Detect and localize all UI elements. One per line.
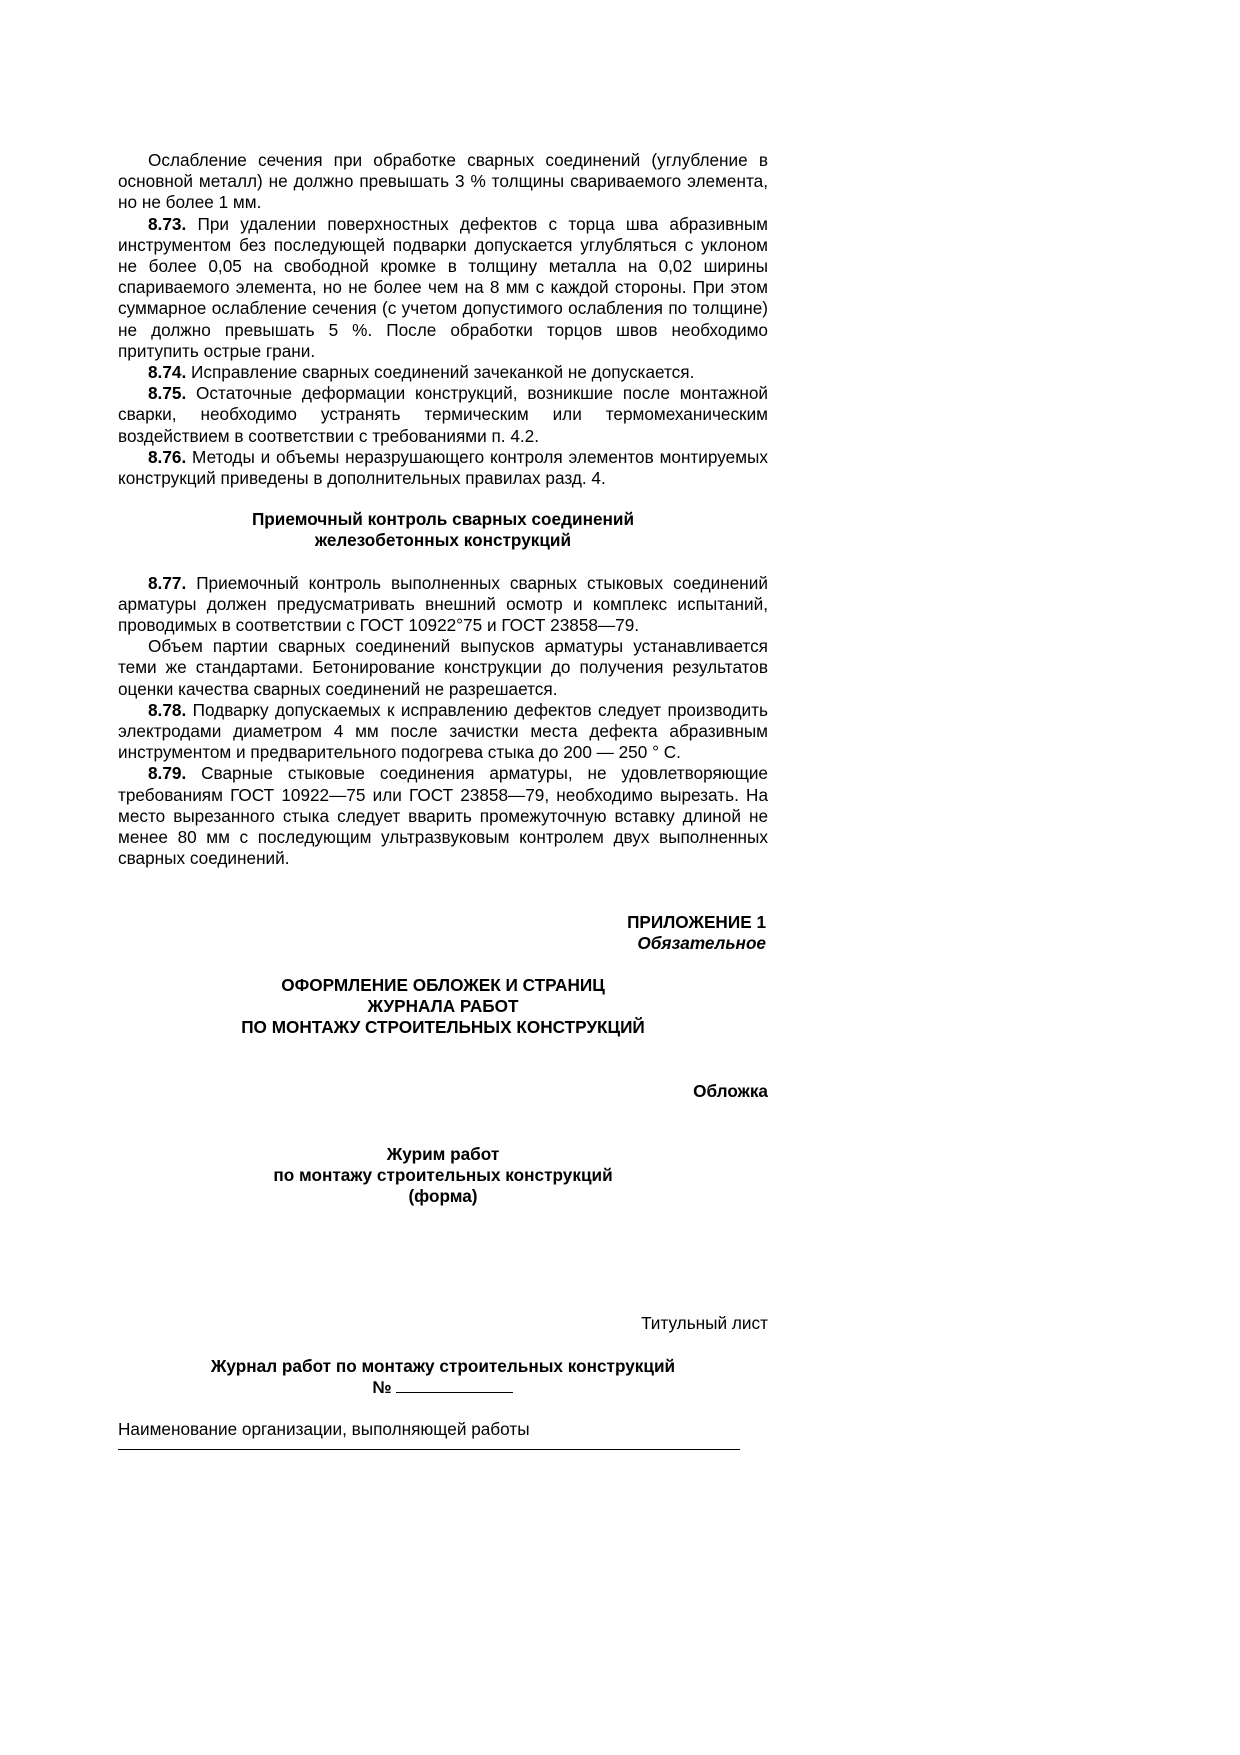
section-heading-line1: Приемочный контроль сварных соединений	[251, 509, 635, 530]
cover-title-line2: по монтажу строительных конструкций	[273, 1164, 613, 1185]
journal-number-blank	[396, 1378, 513, 1393]
document-page	[118, 150, 768, 1450]
journal-number-line	[118, 1377, 768, 1398]
appendix-title-line3: ПО МОНТАЖУ СТРОИТЕЛЬНЫХ КОНСТРУКЦИЙ	[241, 1017, 645, 1038]
journal-title: Журнал работ по монтажу строительных конструкций	[210, 1355, 676, 1376]
clause-text: Подварку допускаемых к исправлению дефектов следует производить электродами диаметром 4 мм после зачистки места дефекта абразивным инструментом и предварительного подогрева стыка до 200 — 250 ° С.	[118, 699, 768, 763]
clause-text: Сварные стыковые соединения арматуры, не удовлетворяющие требованиям ГОСТ 10922—75 или ГОСТ 23858—79, необходимо вырезать. На место вырезанного стыка следует вварить промежуточную вставку длиной не менее 80 мм с последующим ультразвуковым контролем двух выполненных сварных соединений.	[118, 763, 768, 869]
organization-label: Наименование организации, выполняющей работы	[118, 1418, 530, 1439]
number-sign: №	[372, 1376, 392, 1397]
clause-text: Объем партии сварных соединений выпусков арматуры устанавливается теми же стандартами. Бетонирование конструкции до получения результатов оценки качества сварных соединений не разрешается.	[118, 636, 768, 699]
clause-text: Остаточные деформации конструкций, возникшие после монтажной сварки, необходимо устранять термическим или термомеханическим воздействием в соответствии с требованиями п. 4.2.	[118, 383, 768, 446]
clause-text: При удалении поверхностных дефектов с торца шва абразивным инструментом без последующей подварки допускается углубляться с уклоном не более 0,05 на свободной кромке в толщину металла на 0,02 ширины спариваемого элемента, но не более чем на 8 мм с каждой стороны. При этом суммарное ослабление сечения (с учетом допустимого ослабления по толщине) не должно превышать 5 %. После обработки торцов швов необходимо притупить острые грани.	[118, 213, 768, 361]
paragraphs-bottom	[118, 573, 768, 870]
journal-title-block	[118, 1356, 768, 1398]
paragraph	[118, 383, 768, 447]
clause-text: Ослабление сечения при обработке сварных соединений (углубление в основной металл) не должно превышать 3 % толщины свариваемого элемента, но не более 1 мм.	[118, 150, 768, 213]
clause-number: 8.74.	[148, 362, 187, 383]
clause-text: Приемочный контроль выполненных сварных стыковых соединений арматуры должен предусматривать внешний осмотр и комплекс испытаний, проводимых в соответствии с ГОСТ 10922°75 и ГОСТ 23858—79.	[118, 572, 768, 636]
paragraph	[118, 214, 768, 362]
organization-blank-line	[118, 1440, 740, 1450]
section-heading	[118, 509, 768, 551]
paragraph	[118, 636, 768, 700]
cover-title-line1: Журим работ	[386, 1143, 500, 1164]
cover-label: Обложка	[693, 1080, 768, 1101]
appendix-label: ПРИЛОЖЕНИЕ 1	[627, 911, 766, 932]
paragraph	[118, 700, 768, 764]
appendix-title	[118, 975, 768, 1039]
appendix-title-line2: ЖУРНАЛА РАБОТ	[367, 996, 519, 1017]
paragraphs-top	[118, 150, 768, 489]
paragraph	[118, 447, 768, 489]
appendix-title-line1: ОФОРМЛЕНИЕ ОБЛОЖЕК И СТРАНИЦ	[281, 974, 605, 995]
cover-title-line3: (форма)	[408, 1186, 478, 1207]
clause-text: Исправление сварных соединений зачеканкой не допускается.	[186, 362, 695, 383]
clause-number: 8.78.	[148, 699, 187, 720]
cover-title	[118, 1144, 768, 1208]
clause-number: 8.79.	[148, 763, 187, 784]
clause-text: Методы и объемы неразрушающего контроля элементов монтируемых конструкций приведены в дополнительных правилах разд. 4.	[118, 446, 768, 489]
paragraph	[118, 362, 768, 383]
paragraph	[118, 763, 768, 869]
paragraph	[118, 150, 768, 214]
appendix-status: Обязательное	[637, 932, 766, 953]
clause-number: 8.76.	[148, 446, 187, 467]
title-page-label: Титульный лист	[641, 1313, 768, 1334]
clause-number: 8.75.	[148, 383, 187, 404]
clause-number: 8.77.	[148, 572, 187, 593]
section-heading-line2: железобетонных конструкций	[314, 530, 572, 551]
clause-number: 8.73.	[148, 213, 187, 234]
appendix-header	[118, 912, 768, 954]
paragraph	[118, 573, 768, 637]
